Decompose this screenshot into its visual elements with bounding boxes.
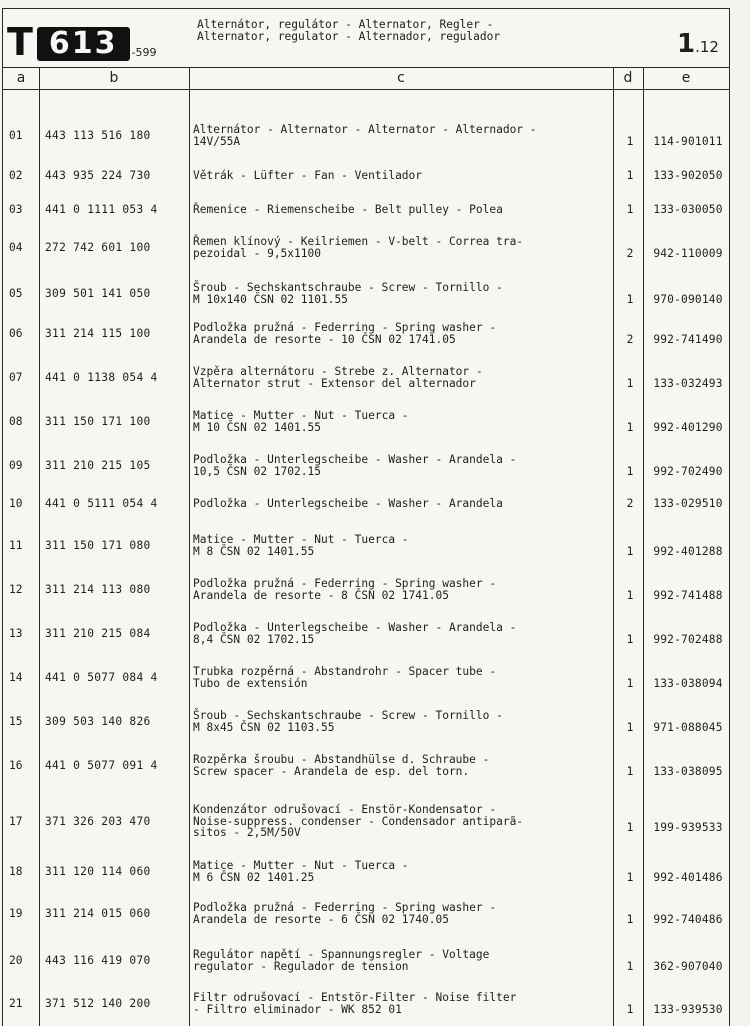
item-number: 04 [9,240,23,254]
column-header-b: b [109,70,119,86]
part-number: 311 150 171 100 [45,414,151,428]
sheet-title [197,19,500,43]
quantity: 1 [626,912,634,926]
quantity: 1 [626,169,634,182]
item-number: 15 [9,714,23,728]
catalog-number: 133-939530 [653,1002,723,1016]
part-number: 441 0 1138 054 4 [45,370,158,384]
catalog-number: 971-088045 [653,720,723,734]
column-divider [189,67,190,1026]
tatra-logo [7,20,157,64]
item-number: 10 [9,497,23,510]
catalog-number: 133-038095 [653,764,723,778]
quantity: 1 [626,420,634,434]
part-description: Matice - Mutter - Nut - Tuerca - M 8 ČSN 02 1401.55 [193,533,409,558]
item-number: 17 [9,814,23,828]
item-number: 12 [9,582,23,596]
item-number: 18 [9,864,23,878]
item-number: 05 [9,286,23,300]
part-number: 311 214 113 080 [45,582,151,596]
part-description: Regulátor napětí - Spannungsregler - Voltage regulator - Regulador de tension [193,948,490,973]
sheet-header [3,9,729,68]
item-number: 08 [9,414,23,428]
part-description: Větrák - Lüfter - Fan - Ventilador [193,169,423,182]
part-description: Podložka - Unterlegscheibe - Washer - Arandela - 8,4 ČSN 02 1702.15 [193,621,517,646]
part-description: Podložka pružná - Federring - Spring washer - Arandela de resorte - 8 ČSN 02 1741.05 [193,577,497,602]
part-description: Podložka pružná - Federring - Spring washer - Arandela de resorte - 10 ČSN 02 1741.05 [193,321,497,346]
item-number: 16 [9,758,23,772]
part-description: Filtr odrušovací - Entstör-Filter - Noise filter - Filtro eliminador - WK 852 01 [193,991,517,1016]
catalog-number: 942-110009 [653,246,723,260]
catalog-number: 992-740486 [653,912,723,926]
part-number: 371 512 140 200 [45,996,151,1010]
item-number: 19 [9,906,23,920]
quantity: 2 [626,332,634,346]
catalog-number: 992-741488 [653,588,723,602]
part-description: Kondenzátor odrušovací - Enstör-Kondensator - Noise-suppress. condenser - Condensador antiparã- sitos - 2,5M/50V [193,803,524,839]
quantity: 1 [626,376,634,390]
part-number: 272 742 601 100 [45,240,151,254]
part-description: Podložka - Unterlegscheibe - Washer - Arandela - 10,5 ČSN 02 1702.15 [193,453,517,478]
quantity: 1 [626,1002,634,1016]
catalog-number: 133-038094 [653,676,723,690]
part-number: 311 210 215 084 [45,626,151,640]
catalog-number: 992-401288 [653,544,723,558]
quantity: 1 [626,676,634,690]
part-number: 311 120 114 060 [45,864,151,878]
part-number: 443 935 224 730 [45,169,151,182]
column-divider [39,67,40,1026]
title-line-2: Alternator, regulator - Alternador, regulador [197,30,501,43]
quantity: 1 [626,203,634,216]
quantity: 1 [626,764,634,778]
part-number: 311 214 015 060 [45,906,151,920]
part-number: 443 113 516 180 [45,128,151,142]
part-description: Šroub - Sechskantschraube - Screw - Tornillo - M 10x140 ČSN 02 1101.55 [193,281,503,306]
part-number: 371 326 203 470 [45,814,151,828]
quantity: 1 [626,870,634,884]
item-number: 09 [9,458,23,472]
item-number: 03 [9,203,23,216]
part-description: Podložka pružná - Federring - Spring washer - Arandela de resorte - 6 ČSN 02 1740.05 [193,901,497,926]
column-header-a: a [16,70,26,86]
column-header-e: e [681,70,691,86]
catalog-number: 992-401290 [653,420,723,434]
logo-model: 613 [37,27,130,61]
column-divider [643,67,644,1026]
item-number: 11 [9,538,23,552]
item-number: 06 [9,326,23,340]
quantity: 1 [626,632,634,646]
quantity: 1 [626,820,634,834]
part-description: Řemenice - Riemenscheibe - Belt pulley - Polea [193,203,503,216]
catalog-number: 199-939533 [653,820,723,834]
catalog-number: 992-702488 [653,632,723,646]
header-rule [3,89,729,90]
column-header-d: d [623,70,633,86]
part-number: 441 0 5077 084 4 [45,670,158,684]
part-description: Matice - Mutter - Nut - Tuerca - M 10 ČSN 02 1401.55 [193,409,409,434]
catalog-number: 114-901011 [653,134,723,148]
part-number: 441 0 1111 053 4 [45,203,158,216]
part-description: Řemen klínový - Keilriemen - V-belt - Correa tra- pezoidal - 9,5x1100 [193,235,524,260]
catalog-number: 992-401486 [653,870,723,884]
part-description: Trubka rozpěrná - Abstandrohr - Spacer tube - Tubo de extensión [193,665,497,690]
part-number: 309 503 140 826 [45,714,151,728]
item-number: 13 [9,626,23,640]
catalog-number: 133-902050 [653,169,723,182]
catalog-number: 992-702490 [653,464,723,478]
page-number-main: 1 [677,29,696,59]
part-number: 311 214 115 100 [45,326,151,340]
column-divider [613,67,614,1026]
part-number: 441 0 5111 054 4 [45,497,158,510]
catalog-number: 133-032493 [653,376,723,390]
logo-letter: T [7,20,33,64]
page-number-sub: .12 [695,38,719,56]
quantity: 1 [626,292,634,306]
catalog-number: 133-029510 [653,497,723,510]
logo-suffix: -599 [131,46,157,59]
quantity: 2 [626,497,634,510]
part-description: Podložka - Unterlegscheibe - Washer - Arandela [193,497,503,510]
item-number: 20 [9,953,23,967]
part-description: Matice - Mutter - Nut - Tuerca - M 6 ČSN 02 1401.25 [193,859,409,884]
quantity: 1 [626,588,634,602]
item-number: 02 [9,169,23,182]
quantity: 1 [626,544,634,558]
quantity: 2 [626,246,634,260]
item-number: 07 [9,370,23,384]
page-number [677,31,719,60]
catalog-number: 133-030050 [653,203,723,216]
part-description: Vzpěra alternátoru - Strebe z. Alternator - Alternator strut - Extensor del alternador [193,365,483,390]
quantity: 1 [626,720,634,734]
quantity: 1 [626,464,634,478]
part-number: 309 501 141 050 [45,286,151,300]
parts-sheet [2,8,730,1026]
item-number: 14 [9,670,23,684]
part-number: 443 116 419 070 [45,953,151,967]
part-number: 311 150 171 080 [45,538,151,552]
item-number: 01 [9,128,23,142]
quantity: 1 [626,959,634,973]
part-description: Rozpěrka šroubu - Abstandhülse d. Schraube - Screw spacer - Arandela de esp. del torn. [193,753,490,778]
part-number: 311 210 215 105 [45,458,151,472]
quantity: 1 [626,134,634,148]
item-number: 21 [9,996,23,1010]
part-description: Alternátor - Alternator - Alternator - Alternador - 14V/55A [193,123,537,148]
column-header-c: c [397,70,405,86]
part-description: Šroub - Sechskantschraube - Screw - Tornillo - M 8x45 ČSN 02 1103.55 [193,709,503,734]
title-line-1: Alternátor, regulátor - Alternator, Regler - [197,18,494,31]
part-number: 441 0 5077 091 4 [45,758,158,772]
catalog-number: 970-090140 [653,292,723,306]
catalog-number: 992-741490 [653,332,723,346]
catalog-number: 362-907040 [653,959,723,973]
